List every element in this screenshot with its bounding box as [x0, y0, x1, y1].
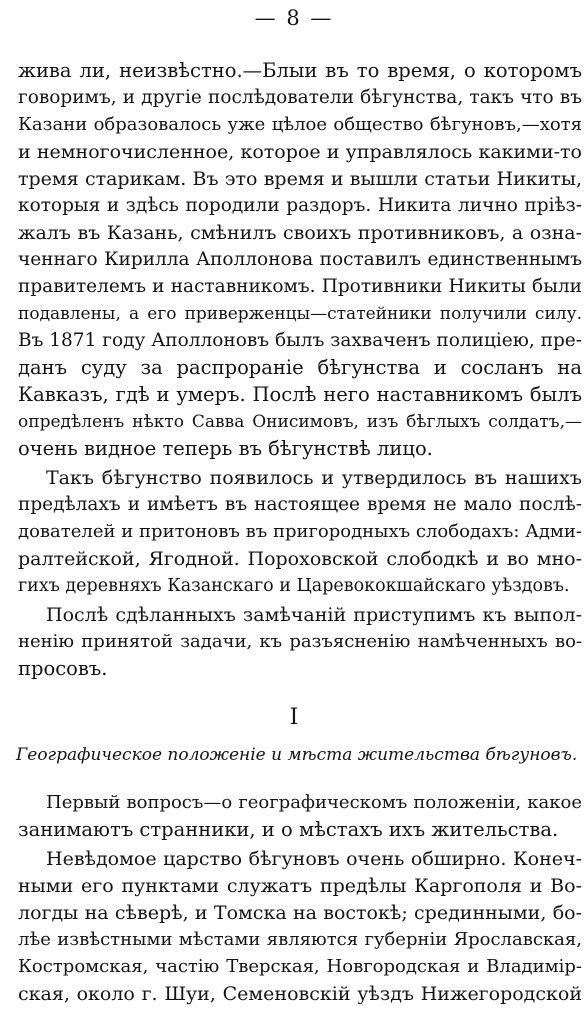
text-line: Такъ бѣгунство появилось и утвердилось въ нашихъ — [46, 467, 582, 489]
section-numeral: I — [289, 705, 299, 730]
section-title: Географическое положеніе и мѣста жительства бѣгуновъ. — [16, 745, 578, 765]
text-line: данъ суду за распрораніе бѣгунства и сосланъ на — [18, 356, 582, 379]
text-line: лѣе извѣстными мѣстами являются губерніи Ярославская, — [18, 929, 582, 950]
text-line: ралтейской, Ягодной. Пороховской слободкѣ и во мно- — [18, 548, 582, 570]
text-line: очень видное теперь въ бѣгунствѣ лицо. — [18, 437, 433, 460]
text-line: и немногочисленное, которое и управлялось какими-то — [18, 141, 582, 163]
text-line: занимаютъ странники, и о мѣстахъ ихъ жительства. — [18, 818, 559, 841]
text-line: предѣлахъ и имѣетъ въ настоящее время не мало послѣ- — [18, 494, 582, 515]
text-line: дователей и притоновъ въ пригородныхъ слободахъ: Адми- — [18, 521, 582, 542]
text-line: логды на сѣверѣ, и Томска на востокѣ; срединными, бо- — [18, 902, 582, 924]
text-line: Первый вопросъ—о географическомъ положеніи, какое — [46, 792, 582, 813]
text-line: тремя старикам. Въ это время и вышли статьи Никиты, — [18, 168, 582, 190]
text-line: Послѣ сдѣланныхъ замѣчаній приступимъ къ выпол- — [46, 604, 582, 626]
text-line: Казани образовалось уже цѣлое общество бѣгуновъ,—хотя — [18, 114, 582, 135]
text-line: Въ 1871 году Аполлоновъ былъ захваченъ полиціею, пре- — [18, 330, 582, 351]
text-line: гихъ деревняхъ Казанскаго и Царевококшайскаго уѣздовъ. — [18, 576, 570, 596]
text-line: опредѣленъ нѣкто Савва Онисимовъ, изъ бѣглыхъ солдатъ,— — [18, 412, 582, 432]
text-line: ская, около г. Шуи, Семеновскій уѣздъ Нижегородской — [18, 983, 582, 1005]
text-line: ченнаго Кирилла Аполлонова поставилъ единственнымъ — [18, 249, 582, 270]
text-line: жалъ въ Казань, смѣнилъ своихъ противниковъ, а озна- — [18, 222, 582, 244]
text-line: жива ли, неизвѣстно.—Блыи въ то время, о которомъ — [18, 59, 582, 82]
text-line: подавлены, а его приверженцы—статейники получили силу. — [18, 304, 582, 324]
text-line: Костромская, частію Тверская, Новгородская и Владимір- — [18, 956, 582, 977]
text-line: говоримъ, и другіе послѣдователи бѣгунства, такъ что въ — [18, 87, 582, 108]
text-line: просовъ. — [18, 657, 108, 680]
text-line: Кавказъ, гдѣ и умеръ. Послѣ него наставникомъ былъ — [18, 383, 582, 406]
text-line: Невѣдомое царство бѣгуновъ очень обширно. Конеч- — [46, 848, 582, 870]
text-line: которыя и здѣсь породили раздоръ. Никита лично пріѣз- — [18, 195, 582, 216]
page-number: — 8 — — [254, 6, 334, 30]
text-line: ненію принятой задачи, къ разъясненію намѣченныхъ во- — [18, 631, 582, 652]
text-line: правителемъ и наставникомъ. Противники Никиты были — [18, 276, 582, 297]
text-line: ными его пунктами служатъ предѣлы Каргополя и Во- — [18, 875, 582, 897]
